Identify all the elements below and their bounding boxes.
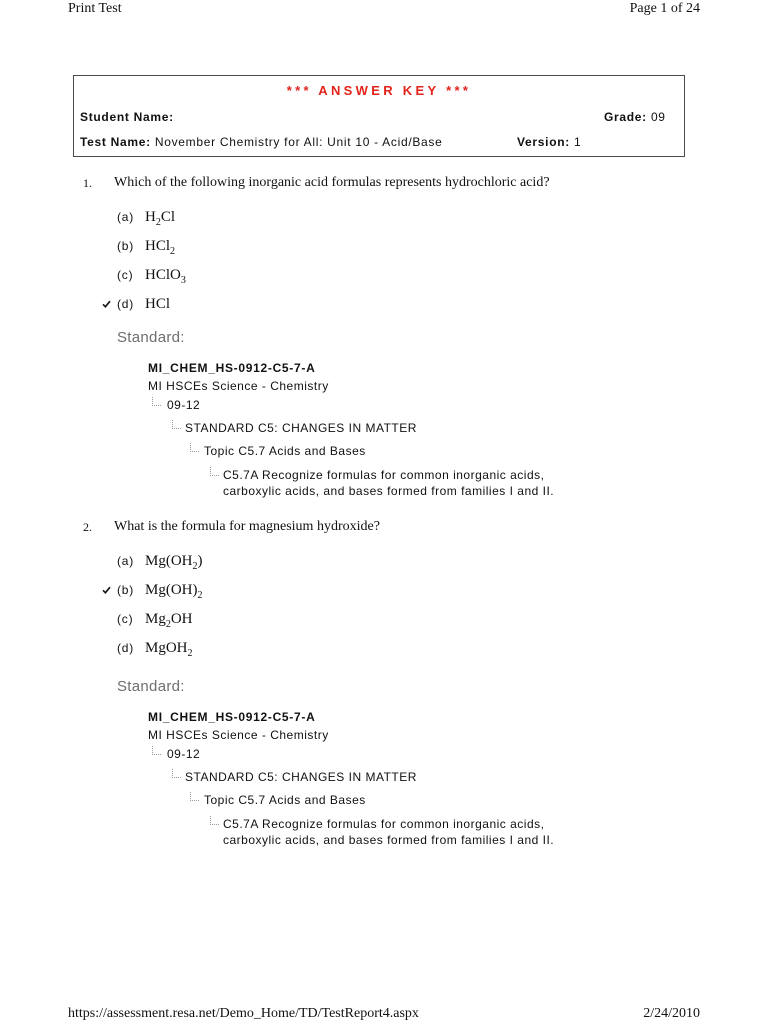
option-formula xyxy=(145,576,203,605)
formula-subscript: 2 xyxy=(192,561,198,572)
print-footer-date: 2/24/2010 xyxy=(643,1006,700,1021)
formula-text: HClO xyxy=(145,267,181,283)
formula-text: ) xyxy=(197,553,203,569)
standard-topic-text: Topic C5.7 Acids and Bases xyxy=(204,793,366,807)
check-icon xyxy=(102,586,111,594)
standard-grade-band-text: 09-12 xyxy=(167,747,201,761)
formula-text: Cl xyxy=(160,209,176,225)
answer-key-box xyxy=(73,75,685,157)
print-header-page-number: Page 1 of 24 xyxy=(629,1,700,16)
answer-key-banner: *** ANSWER KEY *** xyxy=(286,83,472,98)
answer-option xyxy=(0,547,768,576)
standard-expectation xyxy=(148,467,768,499)
answer-option xyxy=(0,290,768,319)
option-label: (a) xyxy=(117,210,135,224)
tree-branch-icon xyxy=(152,746,161,755)
test-name-label: Test Name: xyxy=(80,135,151,149)
formula-subscript: 3 xyxy=(180,275,186,286)
grade-value: 09 xyxy=(650,110,666,124)
option-label: (d) xyxy=(117,297,135,311)
standard-heading: Standard: xyxy=(117,678,185,695)
version-value: 1 xyxy=(574,135,582,149)
formula-text: H xyxy=(145,209,156,225)
question-item xyxy=(0,173,768,499)
standard-strand xyxy=(148,768,768,786)
question-item xyxy=(0,517,768,848)
question-prompt xyxy=(0,173,768,193)
question-number: 1. xyxy=(83,176,92,190)
version-field xyxy=(517,133,581,151)
tree-branch-icon xyxy=(190,443,199,452)
tree-branch-icon xyxy=(172,420,181,429)
option-label: (b) xyxy=(117,239,135,253)
formula-subscript: 2 xyxy=(197,590,203,601)
student-name-label: Student Name: xyxy=(80,110,174,124)
option-formula xyxy=(145,261,186,290)
student-name-field xyxy=(80,108,174,126)
question-number: 2. xyxy=(83,520,92,534)
standard-expectation-line: C5.7A Recognize formulas for common inorganic acids, xyxy=(223,468,545,482)
standard-tree xyxy=(148,359,768,499)
answer-option xyxy=(0,232,768,261)
question-text: What is the formula for magnesium hydroxide? xyxy=(114,519,380,534)
print-footer-url: https://assessment.resa.net/Demo_Home/TD/TestReport4.aspx xyxy=(68,1006,419,1021)
formula-text: Mg(OH xyxy=(145,553,193,569)
test-name-field xyxy=(80,133,443,151)
formula-text: HCl xyxy=(145,296,171,312)
standard-subject: MI HSCEs Science - Chemistry xyxy=(148,728,329,742)
standard-tree xyxy=(148,708,768,848)
answer-option xyxy=(0,605,768,634)
option-label: (c) xyxy=(117,612,134,626)
tree-branch-icon xyxy=(152,397,161,406)
formula-subscript: 2 xyxy=(170,246,176,257)
standard-topic xyxy=(148,791,768,809)
answer-option xyxy=(0,261,768,290)
check-icon xyxy=(102,300,111,308)
standard-expectation-line: carboxylic acids, and bases formed from families I and II. xyxy=(223,833,555,847)
option-formula xyxy=(145,634,193,663)
question-text: Which of the following inorganic acid formulas represents hydrochloric acid? xyxy=(114,175,550,190)
tree-branch-icon xyxy=(210,816,219,825)
standard-grade-band xyxy=(148,396,768,414)
print-header-title: Print Test xyxy=(68,1,122,16)
tree-branch-icon xyxy=(172,769,181,778)
option-label: (b) xyxy=(117,583,135,597)
formula-text: HCl xyxy=(145,238,171,254)
standard-strand-text: STANDARD C5: CHANGES IN MATTER xyxy=(185,770,417,784)
option-formula xyxy=(145,290,170,319)
formula-text: Mg(OH) xyxy=(145,582,198,598)
formula-text: OH xyxy=(170,611,193,627)
formula-text: Mg xyxy=(145,611,166,627)
answer-option xyxy=(0,203,768,232)
question-prompt xyxy=(0,517,768,537)
standard-topic-text: Topic C5.7 Acids and Bases xyxy=(204,444,366,458)
standard-code: MI_CHEM_HS-0912-C5-7-A xyxy=(148,361,316,375)
version-label: Version: xyxy=(517,135,570,149)
grade-label: Grade: xyxy=(604,110,647,124)
tree-branch-icon xyxy=(190,792,199,801)
formula-subscript: 2 xyxy=(165,619,171,630)
formula-text: MgOH xyxy=(145,640,188,656)
option-formula xyxy=(145,203,175,232)
formula-subscript: 2 xyxy=(187,648,193,659)
answer-option xyxy=(0,634,768,663)
standard-expectation xyxy=(148,816,768,848)
standard-grade-band-text: 09-12 xyxy=(167,398,201,412)
formula-subscript: 2 xyxy=(155,217,161,228)
standard-strand xyxy=(148,419,768,437)
option-label: (d) xyxy=(117,641,135,655)
option-label: (a) xyxy=(117,554,135,568)
standard-expectation-line: carboxylic acids, and bases formed from families I and II. xyxy=(223,484,555,498)
standard-code: MI_CHEM_HS-0912-C5-7-A xyxy=(148,710,316,724)
standard-subject: MI HSCEs Science - Chemistry xyxy=(148,379,329,393)
answer-option xyxy=(0,576,768,605)
standard-expectation-line: C5.7A Recognize formulas for common inorganic acids, xyxy=(223,817,545,831)
standard-heading: Standard: xyxy=(117,329,185,346)
answer-options xyxy=(0,203,768,319)
option-label: (c) xyxy=(117,268,134,282)
standard-topic xyxy=(148,442,768,460)
grade-field xyxy=(604,108,666,126)
standard-strand-text: STANDARD C5: CHANGES IN MATTER xyxy=(185,421,417,435)
answer-options xyxy=(0,547,768,663)
test-name-value: November Chemistry for All: Unit 10 - Acid/Base xyxy=(154,135,443,149)
option-formula xyxy=(145,605,193,634)
tree-branch-icon xyxy=(210,467,219,476)
option-formula xyxy=(145,547,203,576)
standard-grade-band xyxy=(148,745,768,763)
option-formula xyxy=(145,232,175,261)
